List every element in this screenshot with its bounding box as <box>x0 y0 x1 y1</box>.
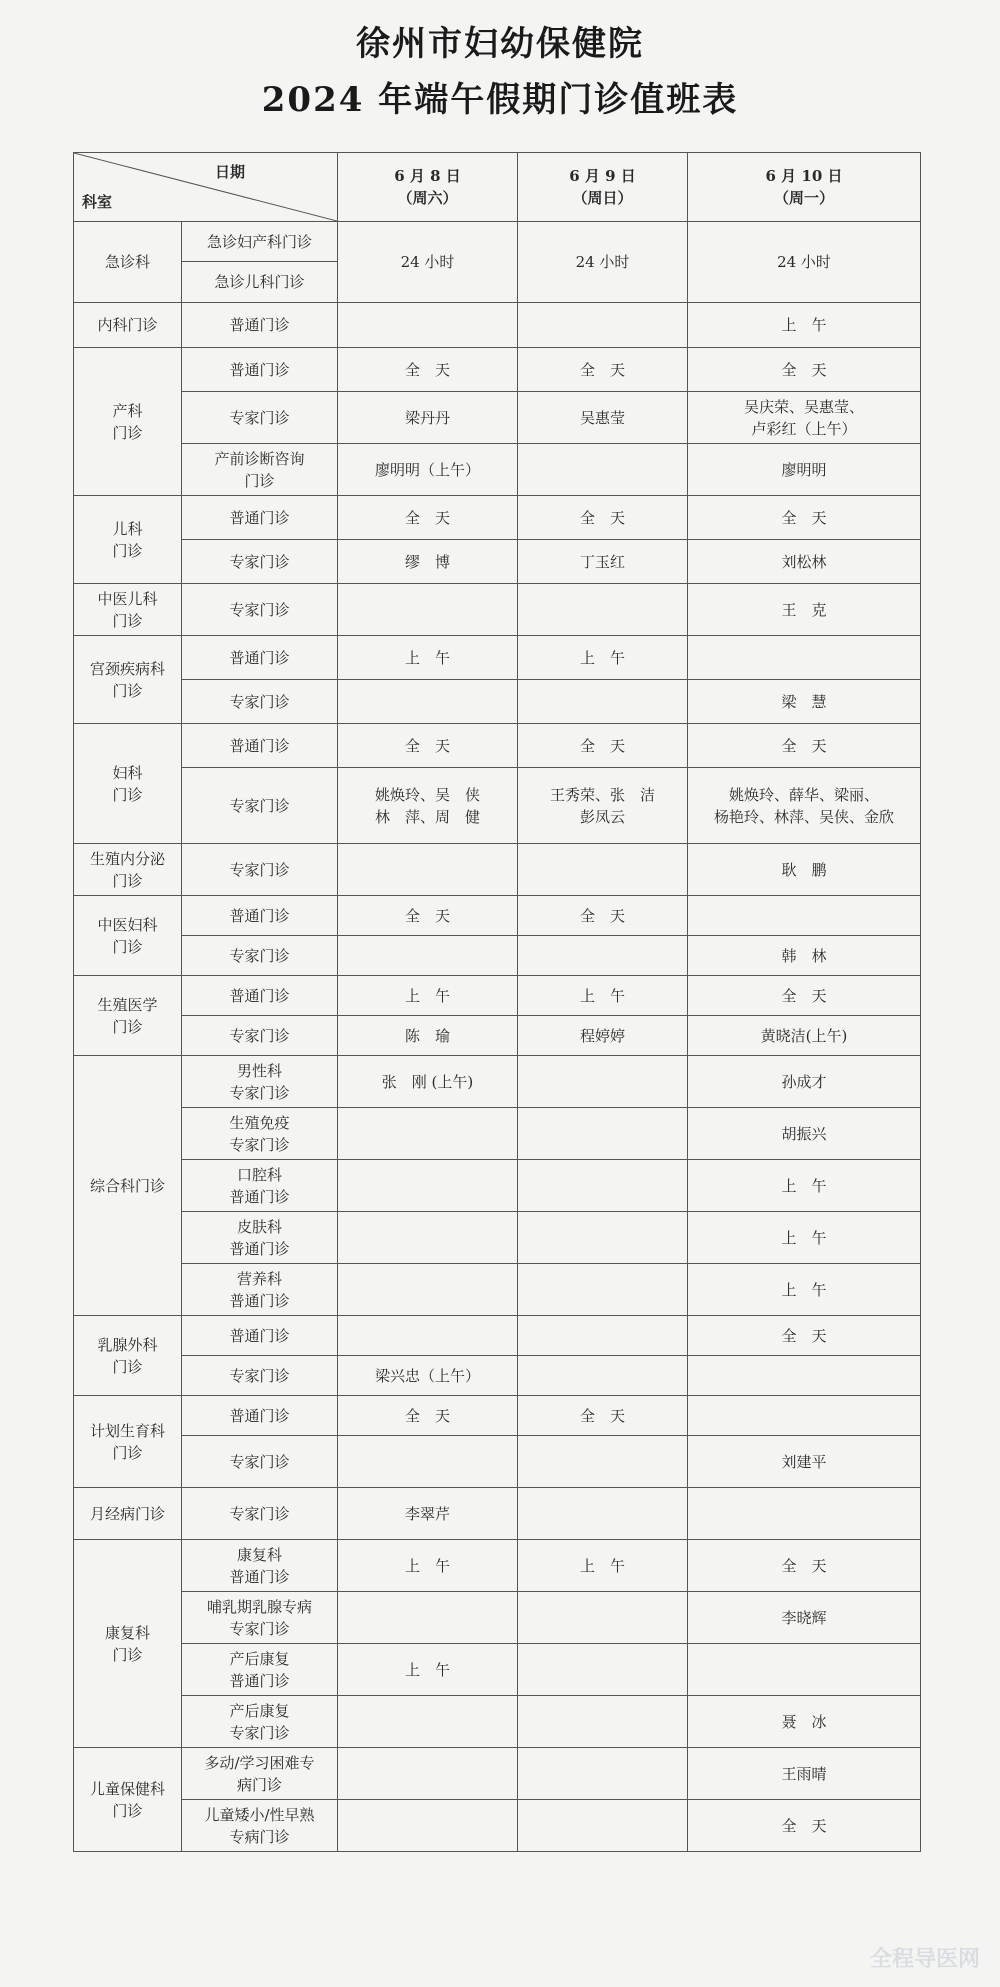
clinic-type-cell: 皮肤科 普通门诊 <box>182 1212 338 1264</box>
clinic-type-cell: 普通门诊 <box>182 348 338 392</box>
duty-cell-day-2 <box>518 1108 688 1160</box>
duty-cell-day-3 <box>688 1356 921 1396</box>
clinic-type-cell: 生殖免疫 专家门诊 <box>182 1108 338 1160</box>
duty-cell-day-1 <box>338 1212 518 1264</box>
dept-cell: 生殖医学 门诊 <box>74 976 182 1056</box>
duty-cell-day-2 <box>518 936 688 976</box>
duty-cell-day-2: 程婷婷 <box>518 1016 688 1056</box>
duty-cell-day-2 <box>518 1800 688 1852</box>
duty-cell-day-3: 韩 林 <box>688 936 921 976</box>
duty-cell-day-3: 吴庆荣、吴惠莹、 卢彩红（上午） <box>688 392 921 444</box>
duty-cell-day-1: 梁兴忠（上午） <box>338 1356 518 1396</box>
duty-cell-day-2 <box>518 303 688 348</box>
corner-date-label: 日期 <box>214 163 245 181</box>
table-row <box>74 896 921 936</box>
clinic-type-cell: 普通门诊 <box>182 1396 338 1436</box>
duty-cell-day-2: 全 天 <box>518 896 688 936</box>
table-row <box>74 1264 921 1316</box>
duty-cell-day-1: 缪 博 <box>338 540 518 584</box>
duty-cell-day-2 <box>518 1212 688 1264</box>
duty-cell-day-1: 上 午 <box>338 636 518 680</box>
duty-cell-day-2: 全 天 <box>518 1396 688 1436</box>
duty-cell-day-1: 全 天 <box>338 1396 518 1436</box>
dept-cell: 生殖内分泌 门诊 <box>74 844 182 896</box>
duty-cell-day-1 <box>338 584 518 636</box>
duty-cell-day-1: 上 午 <box>338 976 518 1016</box>
dept-cell: 急诊科 <box>74 222 182 303</box>
table-row <box>74 348 921 392</box>
duty-cell-day-3 <box>688 896 921 936</box>
duty-cell-day-3 <box>688 1488 921 1540</box>
duty-cell-day-2 <box>518 1160 688 1212</box>
table-row <box>74 444 921 496</box>
duty-cell-day-2: 吴惠莹 <box>518 392 688 444</box>
duty-cell-day-1: 陈 瑜 <box>338 1016 518 1056</box>
duty-cell-day-3: 全 天 <box>688 1540 921 1592</box>
duty-cell-day-2 <box>518 680 688 724</box>
duty-cell-day-1 <box>338 1592 518 1644</box>
clinic-type-cell: 普通门诊 <box>182 496 338 540</box>
duty-cell-day-3: 全 天 <box>688 724 921 768</box>
table-row <box>74 1356 921 1396</box>
clinic-type-cell: 口腔科 普通门诊 <box>182 1160 338 1212</box>
duty-cell-day-1: 上 午 <box>338 1644 518 1696</box>
duty-cell-day-2: 全 天 <box>518 724 688 768</box>
clinic-type-cell: 男性科 专家门诊 <box>182 1056 338 1108</box>
clinic-type-cell: 专家门诊 <box>182 1488 338 1540</box>
clinic-type-cell: 产后康复 普通门诊 <box>182 1644 338 1696</box>
duty-cell-day-1: 梁丹丹 <box>338 392 518 444</box>
duty-cell-day-3: 全 天 <box>688 976 921 1016</box>
clinic-type-cell: 专家门诊 <box>182 1016 338 1056</box>
duty-cell-day-2 <box>518 1356 688 1396</box>
duty-cell-day-2: 上 午 <box>518 636 688 680</box>
clinic-type-cell: 专家门诊 <box>182 844 338 896</box>
duty-cell-day-3: 全 天 <box>688 1800 921 1852</box>
duty-cell-day-3: 孙成才 <box>688 1056 921 1108</box>
clinic-type-cell: 急诊儿科门诊 <box>182 262 338 303</box>
table-row <box>74 1212 921 1264</box>
duty-cell-day-2 <box>518 444 688 496</box>
clinic-type-cell: 专家门诊 <box>182 1356 338 1396</box>
dept-cell: 综合科门诊 <box>74 1056 182 1316</box>
duty-cell-day-2: 全 天 <box>518 348 688 392</box>
duty-cell-day-3: 王雨晴 <box>688 1748 921 1800</box>
clinic-type-cell: 哺乳期乳腺专病 专家门诊 <box>182 1592 338 1644</box>
dept-cell: 内科门诊 <box>74 303 182 348</box>
table-row <box>74 1016 921 1056</box>
clinic-type-cell: 普通门诊 <box>182 976 338 1016</box>
duty-cell-day-3: 姚焕玲、薛华、梁丽、 杨艳玲、林萍、吴侠、金欣 <box>688 768 921 844</box>
duty-cell-day-3: 李晓辉 <box>688 1592 921 1644</box>
table-row <box>74 768 921 844</box>
clinic-type-cell: 营养科 普通门诊 <box>182 1264 338 1316</box>
duty-cell-day-2 <box>518 1316 688 1356</box>
duty-cell-day-1 <box>338 1316 518 1356</box>
table-row <box>74 844 921 896</box>
table-row <box>74 1748 921 1800</box>
dept-cell: 宫颈疾病科 门诊 <box>74 636 182 724</box>
clinic-type-cell: 普通门诊 <box>182 1316 338 1356</box>
duty-cell-day-3 <box>688 636 921 680</box>
duty-cell-day-3: 胡振兴 <box>688 1108 921 1160</box>
duty-cell-day-3: 廖明明 <box>688 444 921 496</box>
table-row <box>74 584 921 636</box>
duty-cell-day-3: 梁 慧 <box>688 680 921 724</box>
duty-cell-day-3: 刘松林 <box>688 540 921 584</box>
duty-cell-day-3: 上 午 <box>688 1160 921 1212</box>
table-row <box>74 636 921 680</box>
clinic-type-cell: 专家门诊 <box>182 936 338 976</box>
table-row <box>74 496 921 540</box>
clinic-type-cell: 专家门诊 <box>182 584 338 636</box>
duty-cell-day-2 <box>518 584 688 636</box>
clinic-type-cell: 专家门诊 <box>182 768 338 844</box>
duty-schedule-table <box>73 152 921 1852</box>
clinic-type-cell: 康复科 普通门诊 <box>182 1540 338 1592</box>
dept-cell: 中医妇科 门诊 <box>74 896 182 976</box>
clinic-type-cell: 普通门诊 <box>182 303 338 348</box>
duty-cell-day-3: 黄晓洁(上午) <box>688 1016 921 1056</box>
diagonal-line <box>74 153 337 221</box>
table-row <box>74 1396 921 1436</box>
dept-cell: 妇科 门诊 <box>74 724 182 844</box>
duty-cell-day-2 <box>518 1748 688 1800</box>
duty-cell-day-1 <box>338 1748 518 1800</box>
dept-cell: 中医儿科 门诊 <box>74 584 182 636</box>
duty-cell-day-3 <box>688 1644 921 1696</box>
header-date-3: 6 月 10 日 （周一） <box>688 153 921 222</box>
header-date-1: 6 月 8 日 （周六） <box>338 153 518 222</box>
duty-cell-day-1: 张 刚 (上午) <box>338 1056 518 1108</box>
duty-cell-day-2 <box>518 844 688 896</box>
table-row <box>74 1316 921 1356</box>
duty-cell-day-2 <box>518 1488 688 1540</box>
page-subtitle: 2024 年端午假期门诊值班表 <box>261 80 739 120</box>
table-row <box>74 540 921 584</box>
duty-cell-day-2 <box>518 1696 688 1748</box>
duty-cell-day-1 <box>338 1436 518 1488</box>
duty-cell-day-1 <box>338 303 518 348</box>
dept-cell: 乳腺外科 门诊 <box>74 1316 182 1396</box>
table-row <box>74 724 921 768</box>
dept-cell: 儿科 门诊 <box>74 496 182 584</box>
duty-cell-day-1 <box>338 1696 518 1748</box>
table-row <box>74 936 921 976</box>
duty-cell-day-3: 全 天 <box>688 1316 921 1356</box>
table-row <box>74 976 921 1016</box>
dept-cell: 儿童保健科 门诊 <box>74 1748 182 1852</box>
dept-cell: 月经病门诊 <box>74 1488 182 1540</box>
clinic-type-cell: 普通门诊 <box>182 896 338 936</box>
duty-cell-day-2: 王秀荣、张 洁 彭凤云 <box>518 768 688 844</box>
dept-cell: 计划生育科 门诊 <box>74 1396 182 1488</box>
duty-cell-day-3: 刘建平 <box>688 1436 921 1488</box>
clinic-type-cell: 普通门诊 <box>182 636 338 680</box>
clinic-type-cell: 专家门诊 <box>182 1436 338 1488</box>
duty-cell-day-3: 上 午 <box>688 1264 921 1316</box>
table-row <box>74 1592 921 1644</box>
duty-cell-day-2 <box>518 1644 688 1696</box>
duty-cell-day-3: 聂 冰 <box>688 1696 921 1748</box>
table-row <box>74 1160 921 1212</box>
table-row <box>74 1644 921 1696</box>
clinic-type-cell: 专家门诊 <box>182 392 338 444</box>
duty-cell-day-3: 24 小时 <box>688 222 921 303</box>
watermark: 全程导医网 <box>869 1947 980 1972</box>
table-row <box>74 1056 921 1108</box>
duty-cell-day-3: 王 克 <box>688 584 921 636</box>
duty-cell-day-2: 上 午 <box>518 976 688 1016</box>
duty-cell-day-1: 上 午 <box>338 1540 518 1592</box>
page-title: 徐州市妇幼保健院 <box>356 24 644 64</box>
duty-cell-day-3: 全 天 <box>688 496 921 540</box>
duty-cell-day-2 <box>518 1056 688 1108</box>
clinic-type-cell: 多动/学习困难专 病门诊 <box>182 1748 338 1800</box>
duty-cell-day-2 <box>518 1592 688 1644</box>
duty-cell-day-1 <box>338 936 518 976</box>
header-row <box>74 153 921 222</box>
clinic-type-cell: 普通门诊 <box>182 724 338 768</box>
table-row <box>74 1696 921 1748</box>
duty-cell-day-1: 全 天 <box>338 724 518 768</box>
duty-cell-day-3: 全 天 <box>688 348 921 392</box>
duty-cell-day-1 <box>338 680 518 724</box>
duty-cell-day-1 <box>338 1800 518 1852</box>
table-row <box>74 680 921 724</box>
duty-cell-day-2: 丁玉红 <box>518 540 688 584</box>
duty-cell-day-1 <box>338 1264 518 1316</box>
table-row <box>74 1488 921 1540</box>
duty-cell-day-1: 全 天 <box>338 348 518 392</box>
duty-cell-day-3: 上 午 <box>688 303 921 348</box>
table-row <box>74 392 921 444</box>
table-row <box>74 1108 921 1160</box>
duty-cell-day-1: 24 小时 <box>338 222 518 303</box>
duty-cell-day-1 <box>338 844 518 896</box>
header-date-2: 6 月 9 日 （周日） <box>518 153 688 222</box>
clinic-type-cell: 产后康复 专家门诊 <box>182 1696 338 1748</box>
table-row <box>74 303 921 348</box>
duty-cell-day-1 <box>338 1160 518 1212</box>
duty-cell-day-2 <box>518 1264 688 1316</box>
dept-cell: 康复科 门诊 <box>74 1540 182 1748</box>
duty-cell-day-2: 上 午 <box>518 1540 688 1592</box>
duty-cell-day-1: 姚焕玲、吴 侠 林 萍、周 健 <box>338 768 518 844</box>
header-corner-cell <box>74 153 338 222</box>
duty-cell-day-2: 全 天 <box>518 496 688 540</box>
duty-cell-day-2: 24 小时 <box>518 222 688 303</box>
table-row <box>74 1436 921 1488</box>
clinic-type-cell: 专家门诊 <box>182 540 338 584</box>
duty-cell-day-1: 全 天 <box>338 496 518 540</box>
clinic-type-cell: 儿童矮小/性早熟 专病门诊 <box>182 1800 338 1852</box>
duty-cell-day-2 <box>518 1436 688 1488</box>
table-row <box>74 222 921 262</box>
clinic-type-cell: 急诊妇产科门诊 <box>182 222 338 262</box>
clinic-type-cell: 产前诊断咨询 门诊 <box>182 444 338 496</box>
duty-cell-day-3 <box>688 1396 921 1436</box>
table-row <box>74 1540 921 1592</box>
corner-dept-label: 科室 <box>82 193 113 211</box>
dept-cell: 产科 门诊 <box>74 348 182 496</box>
duty-cell-day-1 <box>338 1108 518 1160</box>
duty-cell-day-3: 上 午 <box>688 1212 921 1264</box>
duty-cell-day-1: 全 天 <box>338 896 518 936</box>
duty-cell-day-1: 李翠芹 <box>338 1488 518 1540</box>
duty-cell-day-3: 耿 鹏 <box>688 844 921 896</box>
duty-cell-day-1: 廖明明（上午） <box>338 444 518 496</box>
table-row <box>74 1800 921 1852</box>
clinic-type-cell: 专家门诊 <box>182 680 338 724</box>
